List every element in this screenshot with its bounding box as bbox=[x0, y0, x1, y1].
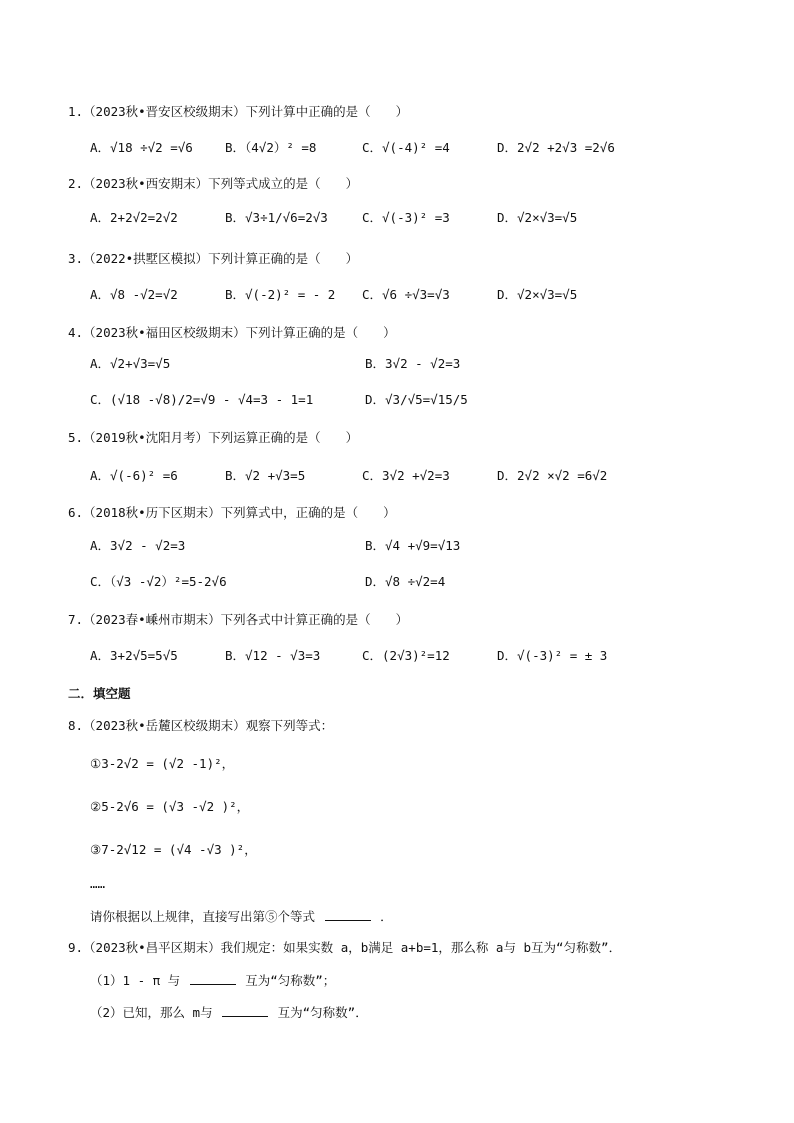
q4-option-a: A．√2+√3=√5 bbox=[90, 356, 171, 371]
q8-prompt-text: 请你根据以上规律，直接写出第⑤个等式 bbox=[90, 909, 316, 924]
question-5-stem: 5.（2019秋•沈阳月考）下列运算正确的是（ ） bbox=[68, 430, 359, 445]
q1-option-c: C．√(-4)² =4 bbox=[362, 140, 450, 155]
q5-option-a: A．√(-6)² =6 bbox=[90, 468, 178, 483]
q9-part-2 bbox=[90, 1003, 368, 1023]
q7-option-d: D．√(-3)² = ± 3 bbox=[497, 648, 608, 663]
q3-option-a: A．√8 -√2=√2 bbox=[90, 287, 178, 302]
q9-part-1 bbox=[90, 971, 335, 991]
q2-option-d: D．√2×√3=√5 bbox=[497, 210, 578, 225]
question-9-stem: 9.（2023秋•昌平区期末）我们规定：如果实数 a，b满足 a+b=1，那么称 a与 b互为“匀称数”． bbox=[68, 940, 622, 955]
q6-option-c: C．（√3 -√2）²=5-2√6 bbox=[90, 574, 227, 589]
question-3-stem: 3.（2022•拱墅区模拟）下列计算正确的是（ ） bbox=[68, 251, 359, 266]
q4-option-d: D．√3/√5=√15/5 bbox=[365, 392, 468, 407]
q5-option-c: C．3√2 +√2=3 bbox=[362, 468, 450, 483]
q5-option-b: B．√2 +√3=5 bbox=[225, 468, 306, 483]
q1-option-b: B．（4√2）² =8 bbox=[225, 140, 317, 155]
q8-equation-1: ①3-2√2 = (√2 -1)²， bbox=[90, 756, 235, 771]
q2-option-c: C．√(-3)² =3 bbox=[362, 210, 450, 225]
q1-option-d: D．2√2 +2√3 =2√6 bbox=[497, 140, 615, 155]
q7-option-a: A．3+2√5=5√5 bbox=[90, 648, 178, 663]
q8-equation-2: ②5-2√6 = (√3 -√2 )²， bbox=[90, 799, 250, 814]
q8-ellipsis: …… bbox=[90, 876, 106, 891]
q9-part-2-text: （2）已知，那么 m与 bbox=[90, 1005, 213, 1020]
q8-prompt-end: ． bbox=[380, 909, 393, 924]
q8-equation-3: ③7-2√12 = (√4 -√3 )²， bbox=[90, 842, 257, 857]
question-4-stem: 4.（2023秋•福田区校级期末）下列计算正确的是（ ） bbox=[68, 325, 396, 340]
q9-part-1-blank[interactable] bbox=[190, 972, 236, 985]
q6-option-b: B．√4 +√9=√13 bbox=[365, 538, 461, 553]
q3-option-c: C．√6 ÷√3=√3 bbox=[362, 287, 450, 302]
question-2-stem: 2.（2023秋•西安期末）下列等式成立的是（ ） bbox=[68, 176, 359, 191]
q2-option-a: A．2+2√2=2√2 bbox=[90, 210, 178, 225]
q9-part-2-end: 互为“匀称数”． bbox=[277, 1005, 368, 1020]
question-6-stem: 6.（2018秋•历下区期末）下列算式中，正确的是（ ） bbox=[68, 505, 396, 520]
q5-option-d: D．2√2 ×√2 =6√2 bbox=[497, 468, 608, 483]
q9-part-1-text: （1）1 - π 与 bbox=[90, 973, 181, 988]
q4-option-b: B．3√2 - √2=3 bbox=[365, 356, 461, 371]
question-7-stem: 7.（2023春•嵊州市期末）下列各式中计算正确的是（ ） bbox=[68, 612, 409, 627]
question-1-stem: 1.（2023秋•晋安区校级期末）下列计算中正确的是（ ） bbox=[68, 104, 409, 119]
q9-part-2-blank[interactable] bbox=[222, 1004, 268, 1017]
q8-prompt bbox=[90, 907, 393, 927]
q8-answer-blank[interactable] bbox=[325, 908, 371, 921]
section-title-fill-in: 二．填空题 bbox=[68, 686, 131, 701]
q6-option-d: D．√8 ÷√2=4 bbox=[365, 574, 446, 589]
q9-part-1-end: 互为“匀称数”； bbox=[245, 973, 336, 988]
q1-option-a: A．√18 ÷√2 =√6 bbox=[90, 140, 193, 155]
q7-option-b: B．√12 - √3=3 bbox=[225, 648, 321, 663]
q6-option-a: A．3√2 - √2=3 bbox=[90, 538, 186, 553]
q7-option-c: C．(2√3)²=12 bbox=[362, 648, 450, 663]
q3-option-d: D．√2×√3=√5 bbox=[497, 287, 578, 302]
question-8-stem: 8.（2023秋•岳麓区校级期末）观察下列等式： bbox=[68, 718, 334, 733]
q3-option-b: B．√(-2)² = - 2 bbox=[225, 287, 336, 302]
q4-option-c: C．(√18 -√8)/2=√9 - √4=3 - 1=1 bbox=[90, 392, 314, 407]
q2-option-b: B．√3÷1/√6=2√3 bbox=[225, 210, 328, 225]
